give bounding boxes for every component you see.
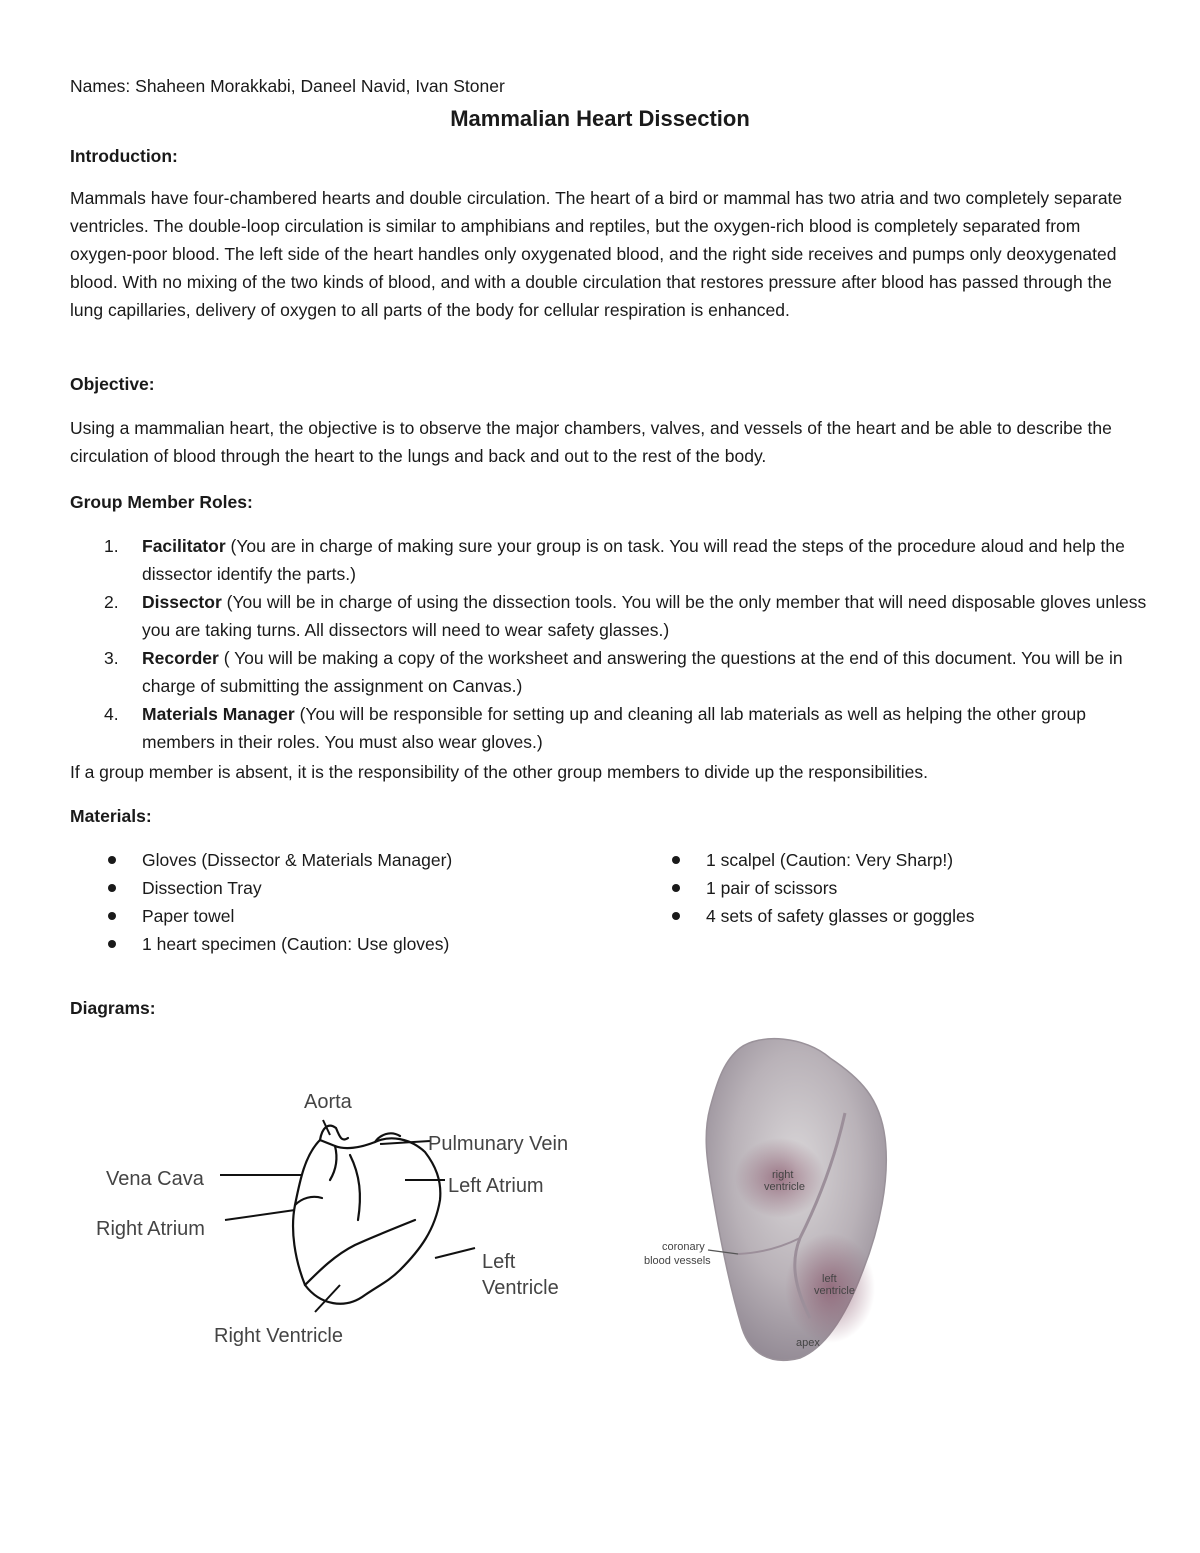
list-item: 1 scalpel (Caution: Very Sharp!) xyxy=(634,846,974,874)
role-number: 1. xyxy=(104,536,119,556)
materials-heading: Materials: xyxy=(70,806,152,826)
list-item: Paper towel xyxy=(70,902,452,930)
role-number: 4. xyxy=(104,704,119,724)
bullet-icon xyxy=(108,912,116,920)
introduction-heading: Introduction: xyxy=(70,146,178,166)
bullet-icon xyxy=(108,884,116,892)
role-name: Materials Manager xyxy=(142,704,295,724)
materials-list-left xyxy=(70,846,452,958)
role-name: Recorder xyxy=(142,648,219,668)
document-title: Mammalian Heart Dissection xyxy=(450,106,750,131)
label-left-ventricle-line1: Left xyxy=(482,1251,516,1273)
label-photo-left: left xyxy=(822,1273,837,1285)
bullet-icon xyxy=(672,912,680,920)
list-item: Gloves (Dissector & Materials Manager) xyxy=(70,846,452,874)
role-name: Dissector xyxy=(142,592,222,612)
label-left-atrium: Left Atrium xyxy=(448,1175,544,1197)
heart-photo-diagram xyxy=(630,1028,910,1368)
role-number: 3. xyxy=(104,648,119,668)
role-description: ( You will be making a copy of the worksheet and answering the questions at the end of this document. You will be in charge of submitting the assignment on Canvas.) xyxy=(142,648,1123,696)
role-item xyxy=(70,700,1150,756)
bullet-icon xyxy=(672,884,680,892)
role-description: (You will be responsible for setting up and cleaning all lab materials as well as helping the other group members in their roles. You must also wear gloves.) xyxy=(142,704,1086,752)
role-description: (You will be in charge of using the dissection tools. You will be the only member that will need disposable gloves unless you are taking turns. All dissectors will need to wear safety glasses.) xyxy=(142,592,1147,640)
materials-list-right xyxy=(634,846,974,930)
label-photo-right: right xyxy=(772,1169,794,1181)
label-right-ventricle: Right Ventricle xyxy=(214,1325,343,1347)
label-photo-apex: apex xyxy=(796,1337,820,1349)
role-number: 2. xyxy=(104,592,119,612)
label-photo-blood-vessels: blood vessels xyxy=(644,1255,711,1267)
label-photo-coronary: coronary xyxy=(662,1241,705,1253)
label-right-atrium: Right Atrium xyxy=(96,1218,205,1240)
heart-outline xyxy=(293,1126,440,1304)
list-item: 1 pair of scissors xyxy=(634,874,974,902)
label-aorta: Aorta xyxy=(304,1091,352,1113)
role-name: Facilitator xyxy=(142,536,226,556)
list-item: 4 sets of safety glasses or goggles xyxy=(634,902,974,930)
label-pulmonary-vein: Pulmunary Vein xyxy=(428,1133,569,1155)
absent-note: If a group member is absent, it is the responsibility of the other group members to divide up the responsibilities. xyxy=(70,762,928,782)
introduction-text: Mammals have four-chambered hearts and double circulation. The heart of a bird or mammal has two atria and two completely separate ventricles. The double-loop circulation is similar to amphibians and reptiles, but the oxygen-rich blood is completely separated from oxygen-poor blood. The left side of the heart handles only oxygenated blood, and the right side receives and pumps only deoxygenated blood. With no mixing of the two kinds of blood, and with a double circulation that restores pressure after blood has passed through the lung capillaries, delivery of oxygen to all parts of the body for cellular respiration is enhanced. xyxy=(70,188,1123,320)
bullet-icon xyxy=(108,856,116,864)
role-item xyxy=(70,588,1150,644)
bullet-icon xyxy=(672,856,680,864)
diagrams-heading: Diagrams: xyxy=(70,998,156,1018)
list-item: 1 heart specimen (Caution: Use gloves) xyxy=(70,930,452,958)
roles-heading: Group Member Roles: xyxy=(70,492,253,512)
role-item xyxy=(70,532,1150,588)
names-line: Names: Shaheen Morakkabi, Daneel Navid, Ivan Stoner xyxy=(70,76,505,96)
roles-list xyxy=(70,532,1150,756)
label-vena-cava: Vena Cava xyxy=(106,1168,204,1190)
label-left-ventricle-line2: Ventricle xyxy=(482,1277,559,1299)
objective-text: Using a mammalian heart, the objective is to observe the major chambers, valves, and vessels of the heart and be able to describe the circulation of blood through the heart to the lungs and back and out to the rest of the body. xyxy=(70,418,1112,466)
heart-line-diagram xyxy=(90,1080,610,1360)
label-photo-left-ventricle: ventricle xyxy=(814,1285,855,1297)
list-item: Dissection Tray xyxy=(70,874,452,902)
role-item xyxy=(70,644,1150,700)
objective-heading: Objective: xyxy=(70,374,155,394)
label-photo-right-ventricle: ventricle xyxy=(764,1181,805,1193)
bullet-icon xyxy=(108,940,116,948)
role-description: (You are in charge of making sure your group is on task. You will read the steps of the procedure aloud and help the dissector identify the parts.) xyxy=(142,536,1125,584)
